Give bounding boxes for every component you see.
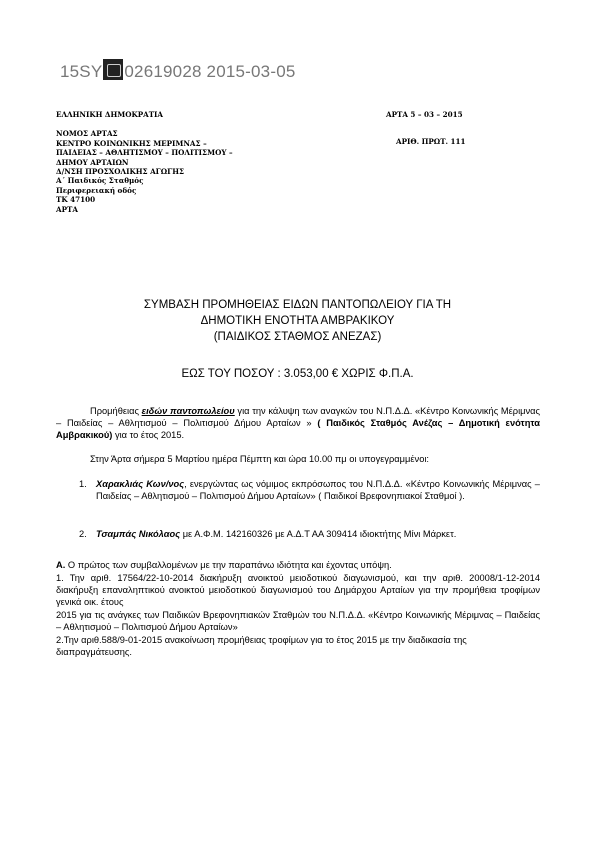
contract-amount: ΕΩΣ ΤΟΥ ΠΟΣΟΥ : 3.053,00 € ΧΩΡΙΣ Φ.Π.Α. [181,368,414,380]
paragraph-considerations-1: 1. Την αριθ. 17564/22-10-2014 διακήρυξη ανοικτού μειοδοτικού διαγωνισμού, και την αριθ. 20008/1-12-2014 διακήρυξη επαναληπτικού ανοικτού μειοδοτικού διαγωνισμού του Δημάρχου Αρταίων για την προμήθεια τροφίμων γενικά οικ. έτους [56,573,540,607]
party-name: Τσαμπάς Νικόλαος [96,529,181,539]
party-text: , ενεργώντας ως νόμιμος εκπρόσωπος του Ν.Π.Δ.Δ. «Κέντρο Κοινωνικής Μέριμνας – Παιδείας – Αθλητισμού – Πολιτισμού Δήμου Αρταίων» ( Παιδικοί Βρεφονηπιακοί Σταθμοί ). [96,479,540,501]
header-line: Α΄ Παιδικός Σταθμός [56,176,144,186]
section-label: Α. [56,560,66,570]
stamp-number: 02619028 2015-03-05 [124,62,296,81]
contract-title [0,297,595,345]
paragraph-considerations-2: 2015 για τις ανάγκες των Παιδικών Βρεφονηπιακών Σταθμών του Ν.Π.Δ.Δ. «Κέντρο Κοινωνικής Μέριμνας – Παιδείας – Αθλητισμού – Πολιτισμού Δήμου Αρταίων» [56,610,540,632]
title-line: (ΠΑΙΔΙΚΟΣ ΣΤΑΘΜΟΣ ΑΝΕΖΑΣ) [213,331,382,343]
list-item [79,478,540,502]
header-line: ΚΕΝΤΡΟ ΚΟΙΝΩΝΙΚΗΣ ΜΕΡΙΜΝΑΣ – [56,138,207,148]
header-line: ΕΛΛΗΝΙΚΗ ΔΗΜΟΚΡΑΤΙΑ [56,110,163,119]
stamp-prefix: 15SY [60,62,103,81]
purpose-text: Προμήθειας [90,406,142,416]
list-number: 2. [79,529,87,539]
purpose-text: για την κάλυψη των αναγκών του Ν.Π.Δ.Δ. «Κέντρο Κοινωνικής Μέριμνας – Παιδείας – Αθλητισμού – Πολιτισμού Δήμου Αρταίων » [56,406,540,428]
header-line: ΠΑΙΔΕΙΑΣ – ΑΘΛΗΤΙΣΜΟΥ – ΠΟΛΙΤΙΣΜΟΥ – [56,148,233,158]
header-line: ΝΟΜΟΣ ΑΡΤΑΣ [56,129,118,139]
header-line: ΤΚ 47100 [56,195,96,205]
protocol-number: ΑΡΙΘ. ΠΡΩΤ. 111 [396,137,466,146]
header-line: Περιφερειακή οδός [56,185,137,195]
section-text: Ο πρώτος των συμβαλλομένων με την παραπάνω ιδιότητα και έχοντας υπόψη. [65,560,392,570]
document-date: ΑΡΤΑ 5 – 03 – 2015 [386,110,463,119]
list-item [79,528,540,540]
greek-emblem-icon [103,59,123,80]
paragraph-considerations-3: 2.Την αριθ.588/9-01-2015 ανακοίνωση προμήθειας τροφίμων για το έτος 2015 με την διαδικασία της διαπραγμάτευσης. [56,635,467,657]
purpose-text: για το έτος 2015. [112,430,185,440]
list-number: 1. [79,479,87,489]
header-line: Δ/ΝΣΗ ΠΡΟΣΧΟΛΙΚΗΣ ΑΓΩΓΗΣ [56,167,185,177]
scan-stamp [60,59,296,82]
purpose-station: ( Παιδικός Σταθμός Ανέζας – Δημοτική ενότητα Αμβρακικού) [56,418,540,440]
paragraph-a [56,559,540,571]
header-line: ΑΡΤΑ [56,204,78,214]
party-name: Χαρακλιάς Κων/νος [96,479,185,489]
purpose-items: ειδών παντοπωλείου [141,406,235,416]
title-line: ΣΥΜΒΑΣΗ ΠΡΟΜΗΘΕΙΑΣ ΕΙΔΩΝ ΠΑΝΤΟΠΩΛΕΙΟΥ ΓΙΑ ΤΗ [143,299,452,311]
party-text: με Α.Φ.Μ. 142160326 με Α.Δ.Τ ΑΑ 309414 ιδιοκτήτης Μίνι Μάρκετ. [180,529,457,539]
sender-header [56,110,233,214]
paragraph-date-place: Στην Άρτα σήμερα 5 Μαρτίου ημέρα Πέμπτη και ώρα 10.00 πμ οι υπογεγραμμένοι: [90,454,430,464]
header-line: ΔΗΜΟΥ ΑΡΤΑΙΩΝ [56,157,129,167]
paragraph-purpose [56,405,540,441]
title-line: ΔΗΜΟΤΙΚΗ ΕΝΟΤΗΤΑ ΑΜΒΡΑΚΙΚΟΥ [200,315,395,327]
